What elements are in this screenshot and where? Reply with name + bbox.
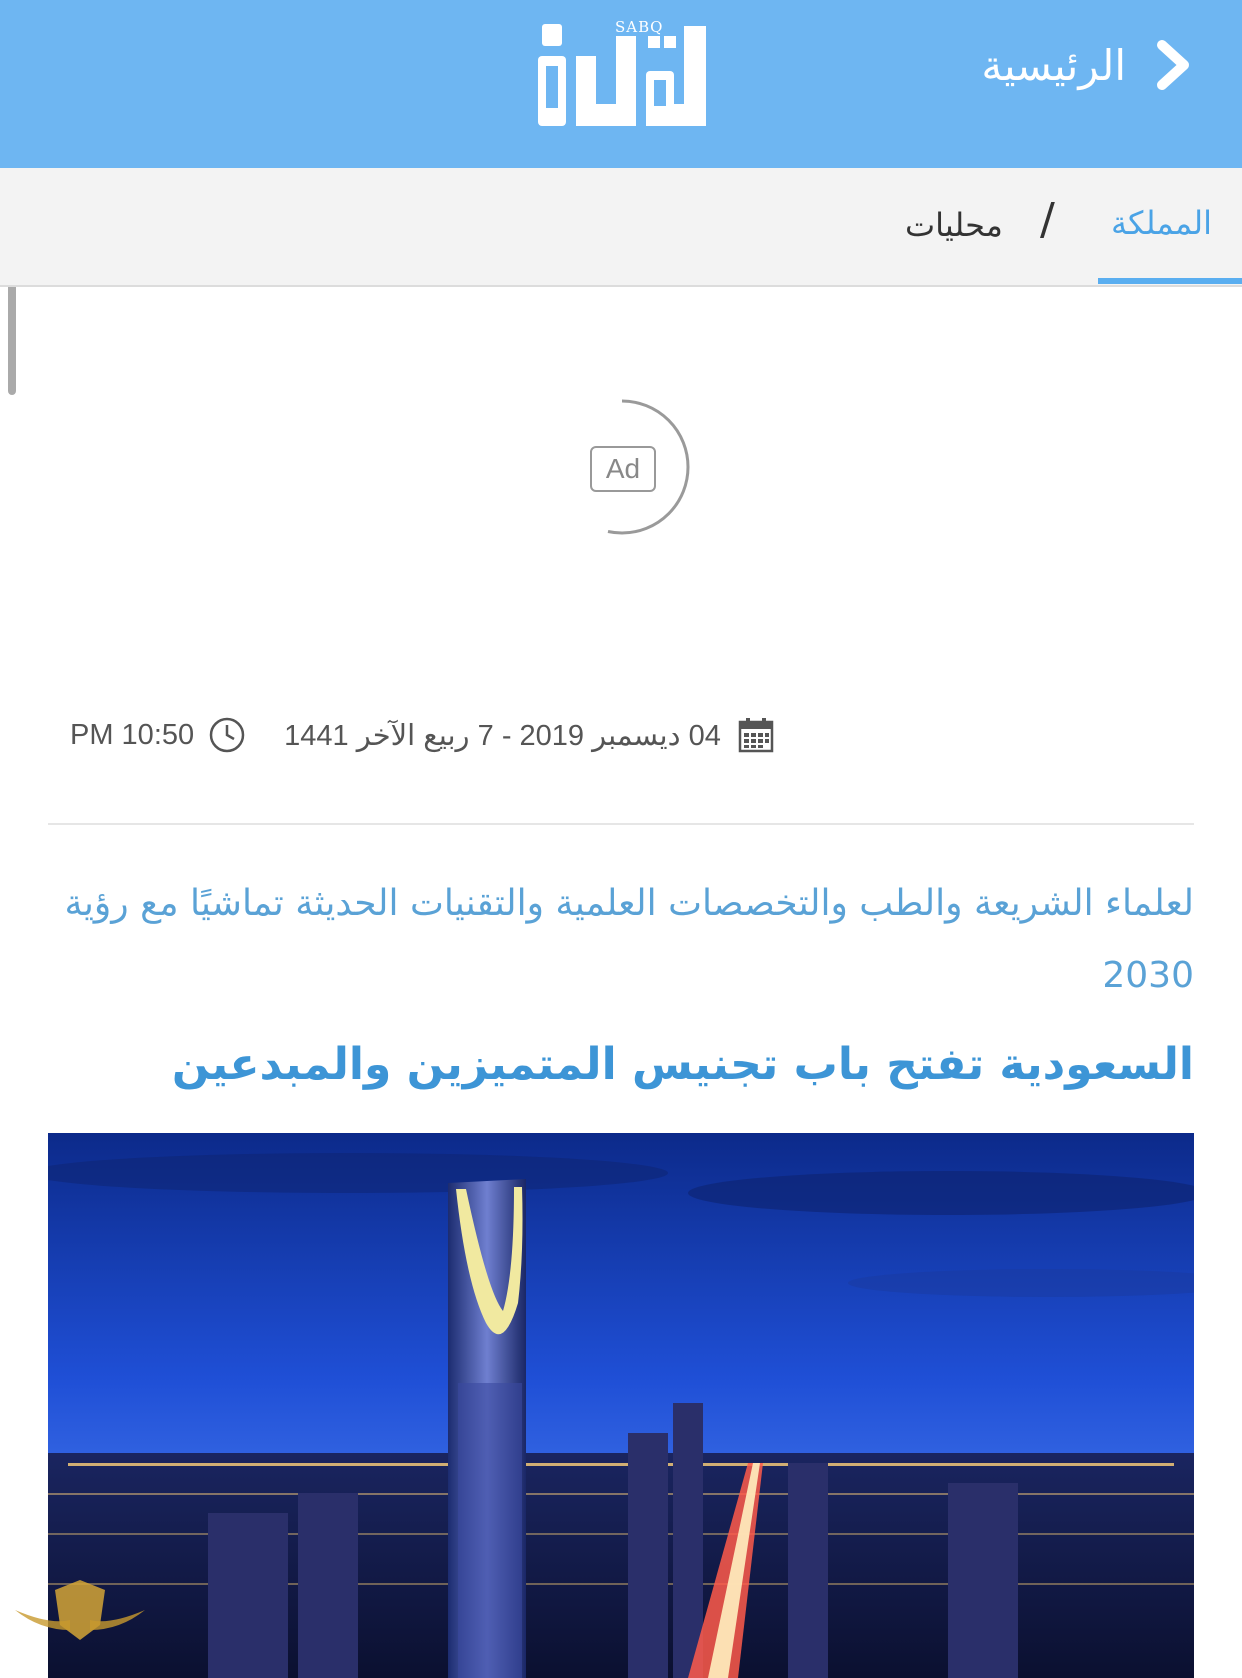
article-subtitle: لعلماء الشريعة والطب والتخصصات العلمية والتقنيات الحديثة تماشيًا مع رؤية 2030 bbox=[64, 883, 1194, 996]
breadcrumb-item-local[interactable]: محليات bbox=[905, 206, 1003, 244]
clock-icon bbox=[208, 716, 246, 754]
home-back-button[interactable] bbox=[981, 30, 1192, 100]
meta-divider bbox=[48, 823, 1194, 825]
watermark-emblem bbox=[10, 1570, 150, 1670]
article-meta bbox=[70, 710, 790, 760]
article-hero-image[interactable] bbox=[48, 1133, 1194, 1678]
calendar-icon bbox=[737, 716, 775, 754]
publish-date: 04 ديسمبر 2019 - 7 ربيع الآخر 1441 bbox=[284, 719, 721, 752]
breadcrumb-separator: / bbox=[1040, 194, 1055, 245]
logo-tag: SABQ bbox=[615, 18, 664, 36]
skyline-illustration bbox=[48, 1133, 1194, 1678]
article-title: السعودية تفتح باب تجنيس المتميزين والمبدعين bbox=[171, 1039, 1194, 1090]
publish-time: PM 10:50 bbox=[70, 718, 195, 751]
active-tab-indicator bbox=[1098, 278, 1242, 284]
chevron-right-icon bbox=[1154, 40, 1192, 90]
ad-label[interactable]: Ad bbox=[590, 446, 656, 492]
home-label: الرئيسية bbox=[981, 40, 1126, 90]
top-bar bbox=[0, 0, 1242, 168]
breadcrumb bbox=[0, 168, 1242, 287]
breadcrumb-item-kingdom[interactable]: المملكة bbox=[1110, 204, 1212, 242]
